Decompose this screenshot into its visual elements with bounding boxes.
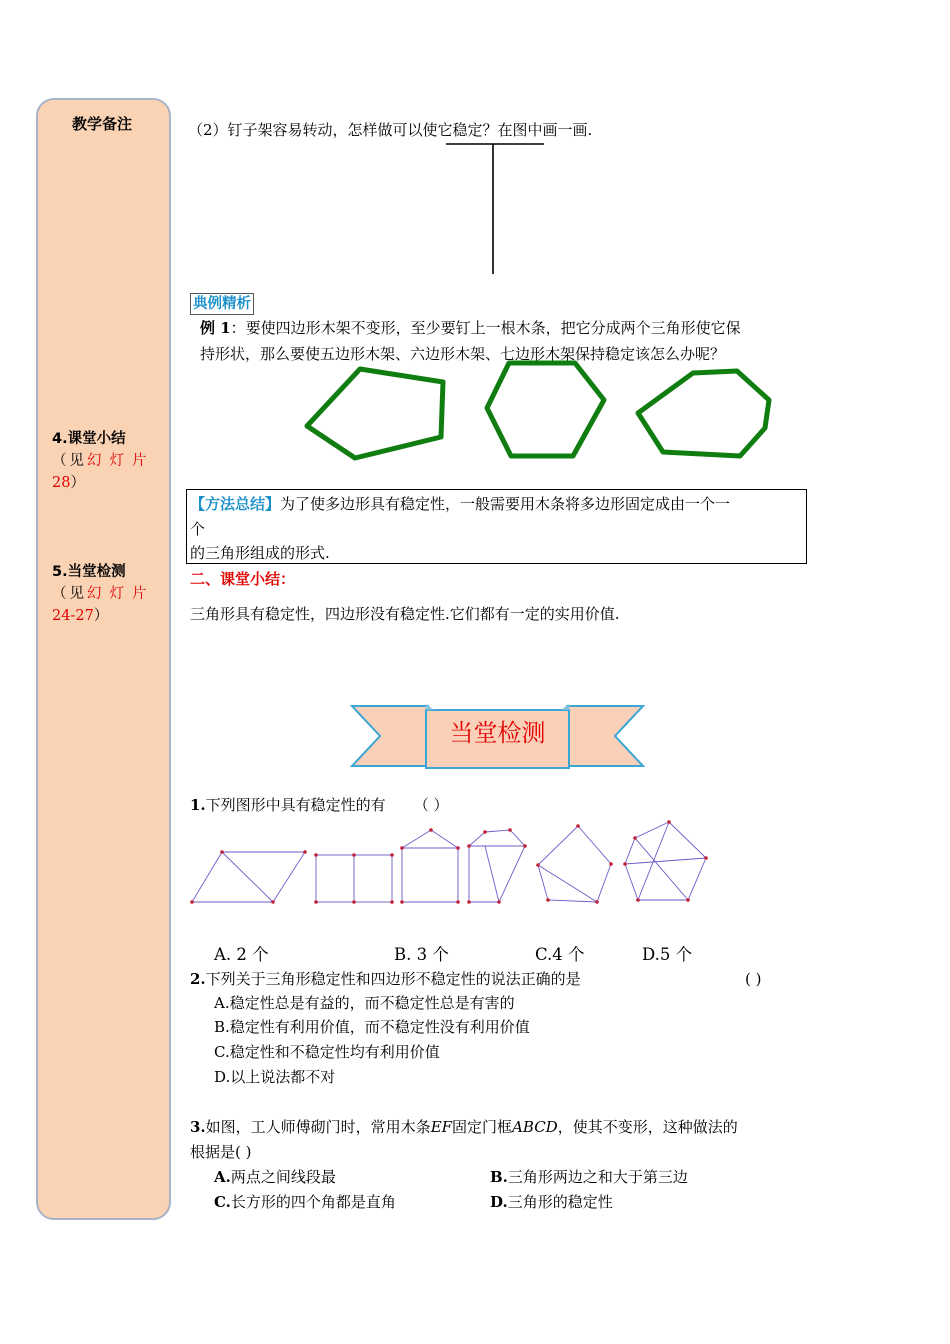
part2-question: （2）钉子架容易转动，怎样做可以使它稳定？在图中画一画. [188, 121, 593, 139]
sidebar-item-test-ref: （见幻灯片 [52, 586, 155, 602]
q2-stem: 2.下列关于三角形稳定性和四边形不稳定性的说法正确的是 [190, 970, 581, 988]
q2-option-c: C.稳定性和不稳定性均有利用价值 [214, 1043, 440, 1061]
q2-option-a: A.稳定性总是有益的，而不稳定性总是有害的 [214, 994, 515, 1012]
q2-option-b: B.稳定性有利用价值，而不稳定性没有利用价值 [214, 1018, 530, 1036]
summary-heading: 二、课堂小结： [190, 570, 296, 588]
q3-option-b: B.三角形两边之和大于第三边 [490, 1168, 688, 1186]
pentagon-frame [307, 369, 443, 458]
sidebar-panel [36, 98, 171, 1220]
q3-option-a: A.两点之间线段最 [214, 1168, 336, 1186]
sidebar-item-summary-ref-num: 28） [52, 475, 85, 491]
q1-option-c: C.4 个 [535, 945, 585, 964]
q3-option-c: C.长方形的四个角都是直角 [214, 1193, 396, 1211]
method-line2: 个 [190, 520, 206, 538]
q3-option-d: D.三角形的稳定性 [490, 1193, 613, 1211]
heptagon-frame [638, 371, 769, 456]
example-line2: 持形状，那么要使五边形木架、六边形木架、七边形木架保持稳定该怎么办呢？ [200, 345, 726, 363]
q1-option-d: D.5 个 [642, 945, 693, 964]
q2-paren: ( ) [745, 970, 762, 988]
method-line1: 【方法总结】为了使多边形具有稳定性，一般需要用木条将多边形固定成由一个一 [190, 495, 731, 513]
example-label: 典例精析 [190, 293, 254, 315]
method-line3: 的三角形组成的形式. [190, 544, 330, 562]
summary-text: 三角形具有稳定性，四边形没有稳定性.它们都有一定的实用价值. [190, 605, 620, 623]
banner-title: 当堂检测 [449, 719, 546, 747]
nail-frame-figure [440, 138, 550, 278]
q1-stem: 1.下列图形中具有稳定性的有 （ ） [190, 796, 449, 814]
q1-option-a: A. 2 个 [214, 945, 269, 964]
example-line1: 例 1：要使四边形木架不变形，至少要钉上一根木条，把它分成两个三角形使它保 [200, 319, 741, 337]
q2-option-d: D.以上说法都不对 [214, 1068, 336, 1086]
q1-shapes-figure [185, 818, 715, 913]
sidebar-item-test-title: 5.当堂检测 [52, 564, 126, 580]
q3-stem-line2: 根据是( ) [190, 1143, 252, 1161]
sidebar-title: 教学备注 [72, 115, 133, 133]
q1-option-b: B. 3 个 [394, 945, 449, 964]
sidebar-item-test [52, 561, 162, 627]
sidebar-item-test-ref-num: 24-27） [52, 608, 109, 624]
hexagon-frame [487, 363, 604, 456]
q3-stem: 3.如图，工人师傅砌门时，常用木条EF固定门框ABCD，使其不变形，这种做法的 [190, 1118, 738, 1136]
sidebar-item-summary-title: 4.课堂小结 [52, 431, 126, 447]
sidebar-item-summary-ref: （见幻灯片 [52, 453, 155, 469]
sidebar-item-summary [52, 428, 162, 494]
polygon-frames-figure [295, 355, 785, 470]
